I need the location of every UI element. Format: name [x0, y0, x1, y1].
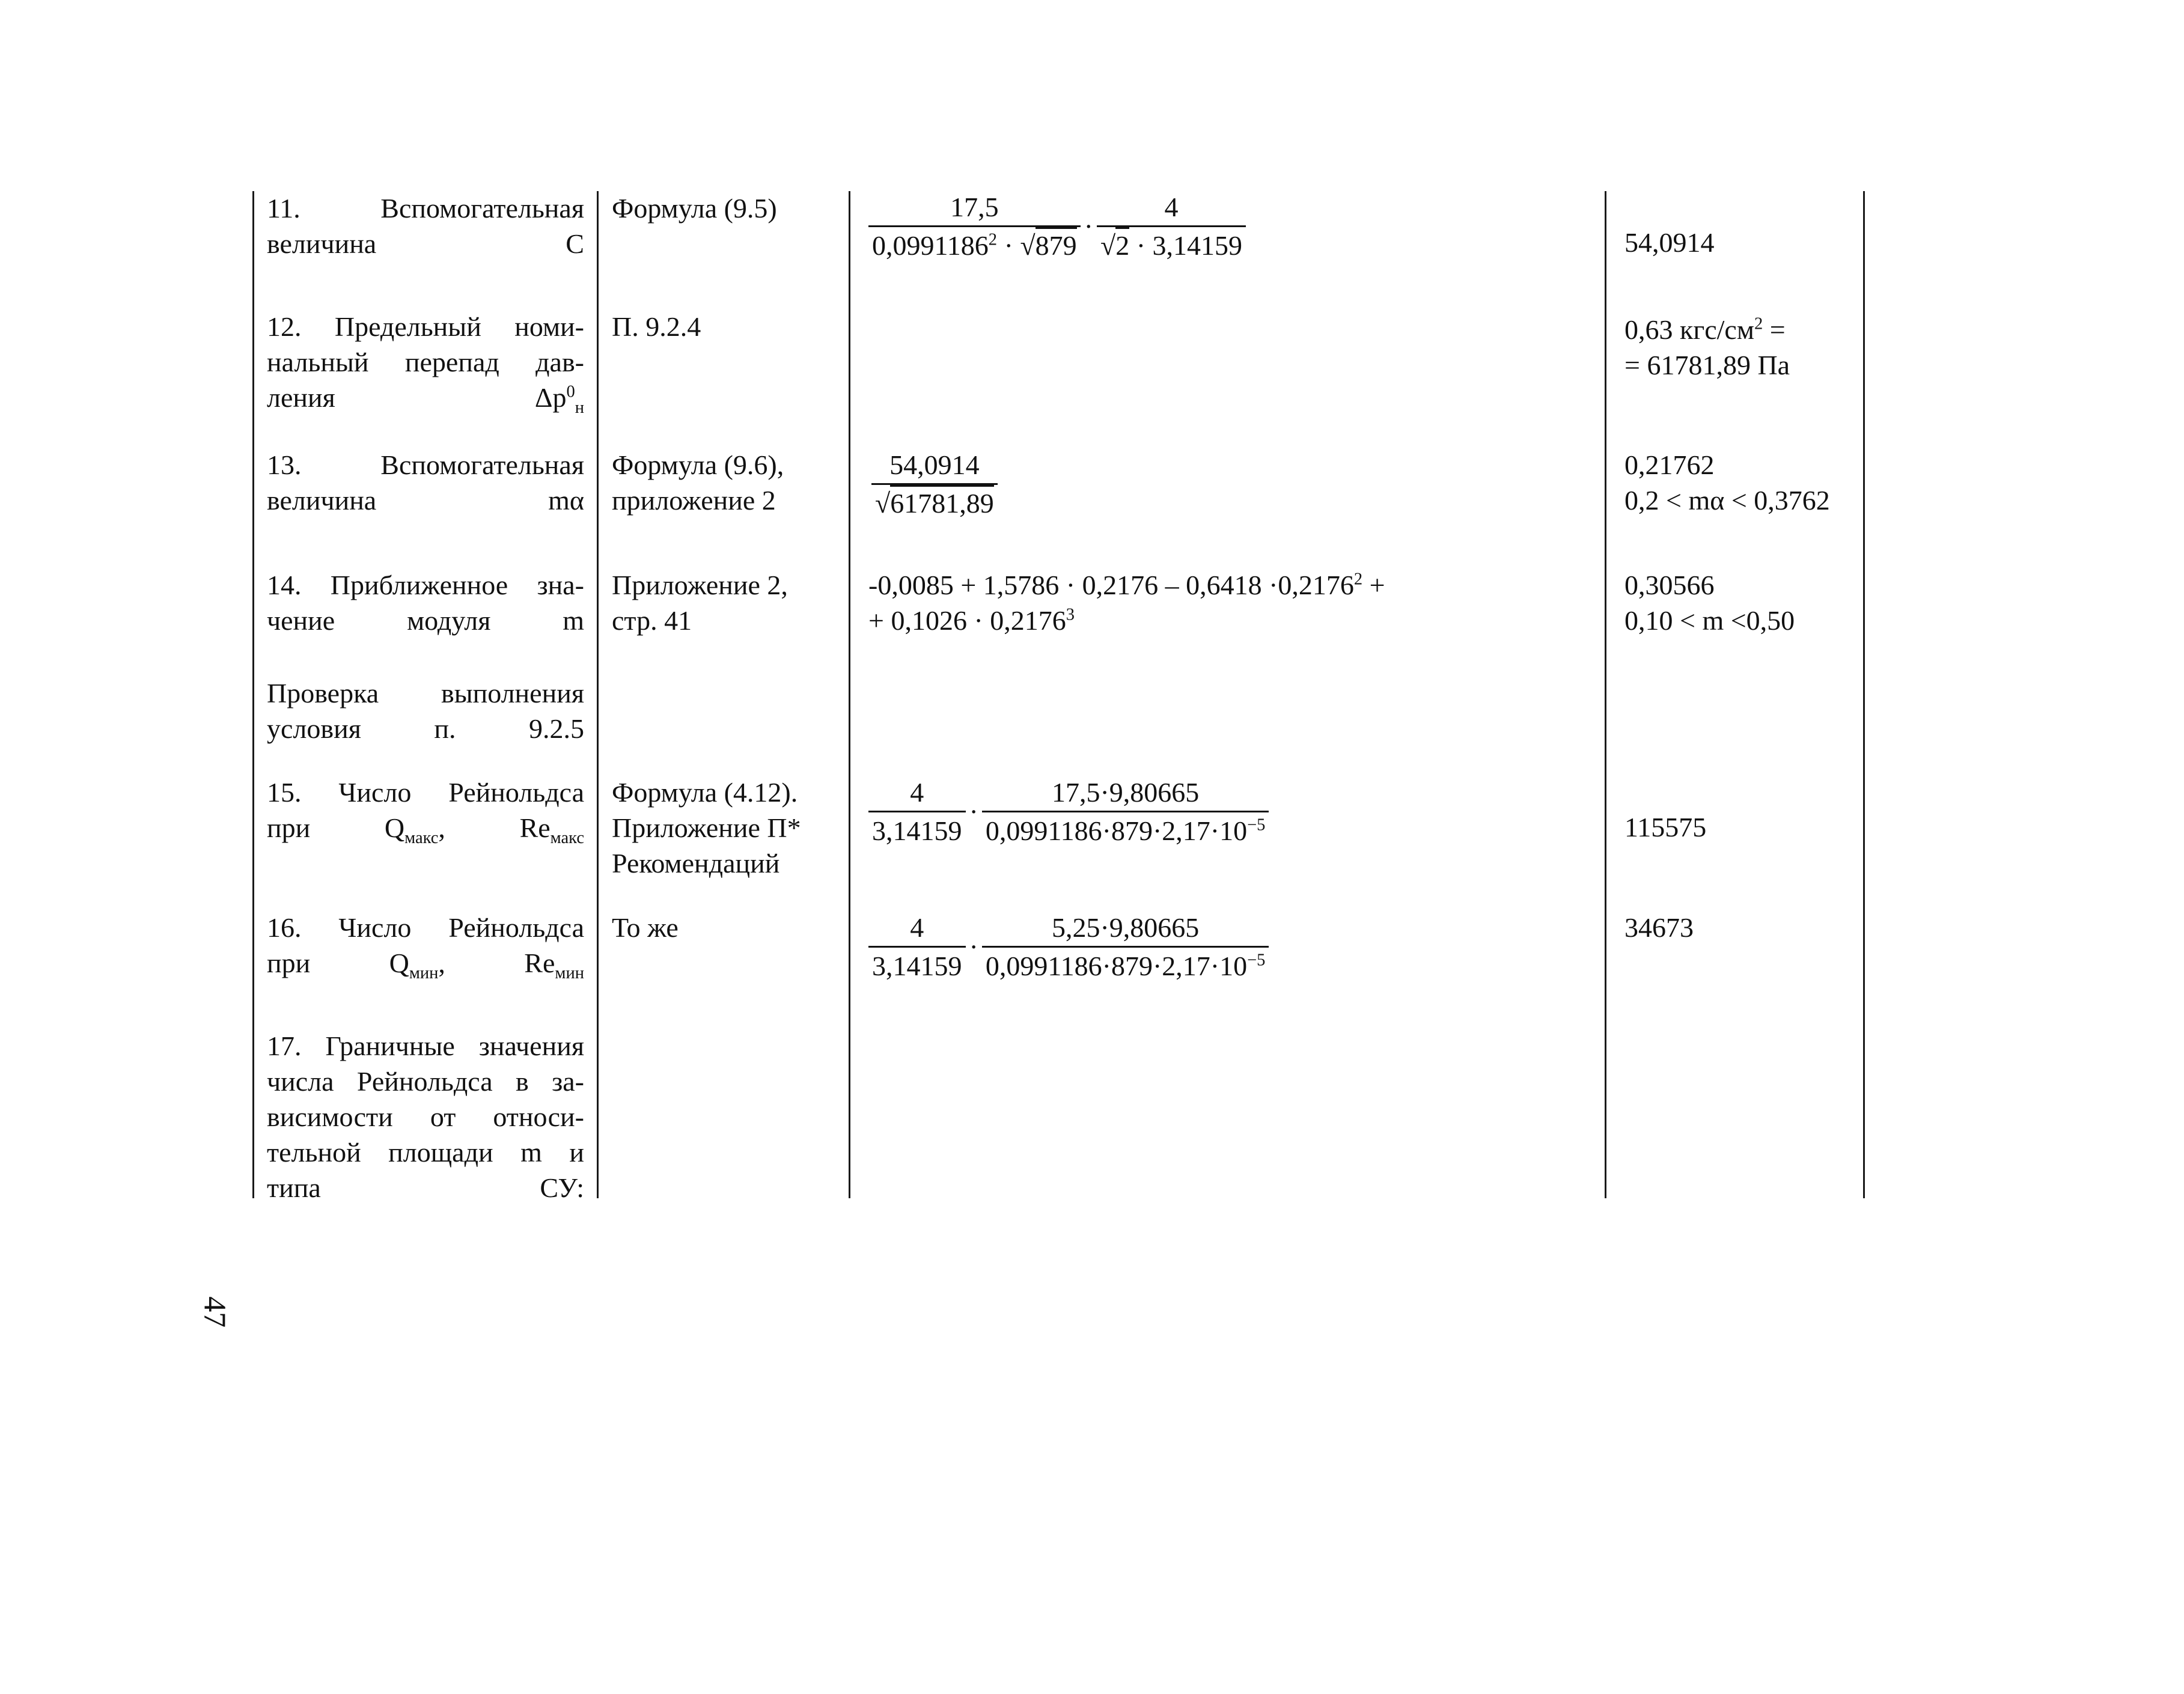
row-15-label: 15. Число Рейнольдса при $Q_{макс}$, $Re_{макс}$: [267, 777, 584, 848]
row-12-source: П. 9.2.4: [612, 311, 701, 342]
check-row-label: Проверка выполнения условия п. 9.2.5: [267, 678, 584, 744]
row-12-result: 0,63 кгс/$см^2$ = = 61781,89 Па: [1624, 314, 1790, 380]
row-11-label: 11. Вспомогательная величина С: [267, 193, 584, 259]
row-14-formula: $-0,0085 + 1,5786 \cdot 0,2176 - 0,6418 \cdot 0,2176^2$ + + $0,1026 \cdot 0,2176^3$: [868, 570, 1385, 636]
page-number: 47: [197, 1296, 232, 1328]
fraction: $\frac{4}{√2 \cdot 3,14159}$: [1097, 190, 1246, 264]
row-11-result: 54,0914: [1624, 227, 1715, 258]
column-rule-3: [1605, 191, 1606, 1198]
fraction: $\frac{4}{3,14159}$: [868, 775, 966, 849]
fraction: $\frac{4}{3,14159}$: [868, 910, 966, 984]
row-11-source: Формула (9.5): [612, 193, 777, 224]
row-12-label: 12. Предельный номи- нальный перепад дав- ления $\Delta p^0_н$: [267, 311, 584, 417]
row-11-formula: $\frac{17,5}{0,0991186^2 \cdot √879}$ · $\frac{4}{√2 \cdot 3,14159}$: [868, 190, 1578, 264]
fraction: $\frac{5,25\cdot 9,80665}{0,0991186\cdot 879\cdot 2,17\cdot 10^{-5}}$: [982, 910, 1269, 984]
row-16-result: 34673: [1624, 912, 1694, 943]
fraction: $\frac{17,5\cdot 9,80665}{0,0991186\cdot 879\cdot 2,17\cdot 10^{-5}}$: [982, 775, 1269, 849]
fraction: $\frac{54,0914}{√61781,89}$: [871, 448, 998, 522]
row-14-source: Приложение 2, стр. 41: [612, 570, 788, 636]
row-16-label: 16. Число Рейнольдса при $Q_{мин}$, $Re_{мин}$: [267, 912, 584, 983]
row-13-source: Формула (9.6), приложение 2: [612, 449, 784, 516]
row-15-formula: $\frac{4}{3,14159}$ · $\frac{17,5\cdot 9,80665}{0,0991186\cdot 879\cdot 2,17\cdot 10^{-5}}$: [868, 775, 1578, 849]
row-17-label: 17. Граничные значения числа Рейнольдса в за- висимости от относи- тельной площади m и типа СУ:: [267, 1031, 584, 1203]
row-16-formula: $\frac{4}{3,14159}$ · $\frac{5,25\cdot 9,80665}{0,0991186\cdot 879\cdot 2,17\cdot 10^{-5}}$: [868, 910, 1578, 984]
row-14-result: 0,30566 0,10 < m <0,50: [1624, 570, 1795, 636]
column-rule-2: [849, 191, 850, 1198]
row-14-label: 14. Приближенное зна- чение модуля m: [267, 570, 584, 636]
column-rule-1: [597, 191, 599, 1198]
row-15-result: 115575: [1624, 812, 1707, 842]
row-13-result: 0,21762 0,2 < mα < 0,3762: [1624, 449, 1830, 516]
row-15-source: Формула (4.12). Приложение П* Рекомендаций: [612, 777, 801, 879]
fraction: $\frac{17,5}{0,0991186^2 \cdot √879}$: [868, 190, 1081, 264]
row-16-source: То же: [612, 912, 679, 943]
row-13-label: 13. Вспомогательная величина mα: [267, 449, 584, 516]
row-13-formula: [871, 448, 1581, 522]
column-rule-left: [252, 191, 254, 1198]
